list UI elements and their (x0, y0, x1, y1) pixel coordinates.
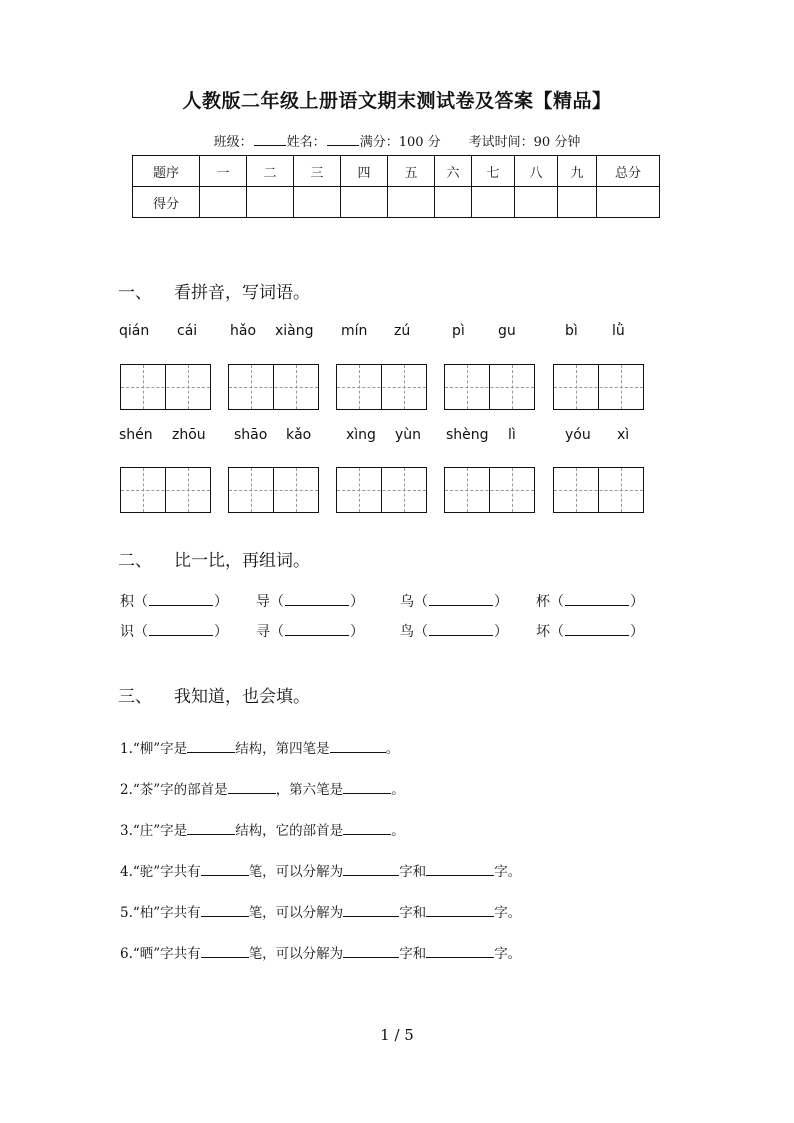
score-cell[interactable] (515, 187, 558, 218)
page-number: 1 / 5 (380, 1026, 414, 1044)
answer-blank[interactable] (201, 904, 249, 917)
pinyin: shāo (234, 427, 268, 443)
writing-box[interactable] (228, 364, 319, 410)
score-cell[interactable] (558, 187, 597, 218)
compare-char: 鸟 (400, 624, 414, 640)
pinyin: lǜ (612, 323, 625, 339)
answer-blank[interactable] (285, 622, 349, 636)
section-title: 看拼音，写词语。 (174, 283, 310, 303)
class-blank[interactable] (254, 133, 286, 146)
full-score: 满分：100 分 (359, 135, 441, 150)
pinyin: cái (177, 323, 198, 339)
header-cell: 八 (515, 156, 558, 187)
exam-time: 考试时间：90 分钟 (468, 135, 581, 150)
writing-box[interactable] (228, 467, 319, 513)
section-3-heading (118, 682, 310, 707)
question-6: 6.“晒”字共有 笔，可以分解为 字和 字。 (120, 946, 522, 962)
answer-blank[interactable] (426, 863, 494, 876)
header-cell: 总分 (597, 156, 660, 187)
answer-blank[interactable] (429, 622, 493, 636)
pinyin: pì (452, 323, 465, 339)
score-table-header (133, 156, 660, 187)
header-cell: 九 (558, 156, 597, 187)
section-number: 三、 (118, 687, 152, 707)
compare-item: 积（ ） (120, 594, 228, 610)
question-3: 3.“庄”字是 结构，它的部首是 。 (120, 823, 405, 839)
pinyin: xìng (346, 427, 376, 443)
section-1-heading (118, 278, 310, 303)
score-cell[interactable] (247, 187, 294, 218)
row-label: 得分 (133, 187, 200, 218)
pinyin: xì (617, 427, 630, 443)
writing-box[interactable] (553, 467, 644, 513)
exam-info (0, 131, 794, 150)
pinyin: zhōu (172, 427, 206, 443)
name-label: 姓名： (286, 135, 326, 150)
page-title: 人教版二年级上册语文期末测试卷及答案【精品】 (182, 90, 612, 112)
pinyin: zú (394, 323, 411, 339)
compare-char: 坏 (536, 624, 550, 640)
section-2-heading (118, 546, 310, 571)
header-cell: 一 (200, 156, 247, 187)
compare-item: 乌（ ） (400, 594, 508, 610)
question-1: 1.“柳”字是 结构，第四笔是 。 (120, 741, 400, 757)
pinyin-row-2 (119, 427, 649, 447)
answer-blank[interactable] (343, 863, 399, 876)
section-number: 一、 (118, 283, 152, 303)
question-5: 5.“柏”字共有 笔，可以分解为 字和 字。 (120, 905, 522, 921)
section-title: 比一比，再组词。 (174, 551, 310, 571)
pinyin: shén (119, 427, 153, 443)
compare-item: 识（ ） (120, 624, 228, 640)
pinyin: gu (498, 323, 516, 339)
answer-blank[interactable] (343, 781, 391, 794)
score-cell[interactable] (472, 187, 515, 218)
answer-blank[interactable] (187, 822, 235, 835)
question-4: 4.“驼”字共有 笔，可以分解为 字和 字。 (120, 864, 522, 880)
score-cell[interactable] (435, 187, 472, 218)
pinyin: yóu (565, 427, 591, 443)
writing-box[interactable] (120, 467, 211, 513)
pinyin: yùn (395, 427, 422, 443)
pinyin: hǎo (230, 323, 257, 339)
pinyin: xiàng (275, 323, 314, 339)
pinyin: lì (508, 427, 516, 443)
score-cell[interactable] (294, 187, 341, 218)
pinyin: mín (341, 323, 368, 339)
score-table (132, 155, 660, 218)
compare-char: 杯 (536, 594, 550, 610)
compare-item: 导（ ） (256, 594, 364, 610)
header-cell: 三 (294, 156, 341, 187)
question-2: 2.“茶”字的部首是 ，第六笔是 。 (120, 782, 405, 798)
header-cell: 题序 (133, 156, 200, 187)
header-cell: 七 (472, 156, 515, 187)
header-cell: 六 (435, 156, 472, 187)
pinyin: qián (119, 323, 150, 339)
answer-blank[interactable] (429, 592, 493, 606)
writing-box[interactable] (444, 467, 535, 513)
score-cell[interactable] (597, 187, 660, 218)
score-table-row (133, 187, 660, 218)
answer-blank[interactable] (187, 740, 235, 753)
writing-box[interactable] (444, 364, 535, 410)
compare-item: 鸟（ ） (400, 624, 508, 640)
compare-item: 坏（ ） (536, 624, 644, 640)
pinyin-row-1 (119, 323, 649, 343)
writing-box[interactable] (553, 364, 644, 410)
section-title: 我知道，也会填。 (174, 687, 310, 707)
answer-blank[interactable] (228, 781, 276, 794)
compare-item: 寻（ ） (256, 624, 364, 640)
score-cell[interactable] (341, 187, 388, 218)
writing-box[interactable] (336, 467, 427, 513)
compare-char: 寻 (256, 624, 270, 640)
answer-blank[interactable] (565, 592, 629, 606)
answer-blank[interactable] (426, 904, 494, 917)
name-blank[interactable] (327, 133, 359, 146)
answer-blank[interactable] (201, 945, 249, 958)
class-label: 班级： (213, 135, 253, 150)
compare-item: 杯（ ） (536, 594, 644, 610)
answer-blank[interactable] (565, 622, 629, 636)
header-cell: 四 (341, 156, 388, 187)
writing-box[interactable] (120, 364, 211, 410)
header-cell: 五 (388, 156, 435, 187)
writing-box[interactable] (336, 364, 427, 410)
answer-blank[interactable] (343, 822, 391, 835)
header-cell: 二 (247, 156, 294, 187)
answer-blank[interactable] (285, 592, 349, 606)
score-cell[interactable] (388, 187, 435, 218)
pinyin: shèng (446, 427, 489, 443)
answer-blank[interactable] (149, 622, 213, 636)
compare-char: 积 (120, 594, 134, 610)
answer-blank[interactable] (149, 592, 213, 606)
answer-blank[interactable] (201, 863, 249, 876)
answer-blank[interactable] (330, 740, 386, 753)
compare-char: 乌 (400, 594, 414, 610)
compare-char: 识 (120, 624, 134, 640)
answer-blank[interactable] (426, 945, 494, 958)
pinyin: kǎo (286, 427, 312, 443)
score-cell[interactable] (200, 187, 247, 218)
answer-blank[interactable] (343, 945, 399, 958)
answer-blank[interactable] (343, 904, 399, 917)
compare-char: 导 (256, 594, 270, 610)
pinyin: bì (565, 323, 578, 339)
section-number: 二、 (118, 551, 152, 571)
